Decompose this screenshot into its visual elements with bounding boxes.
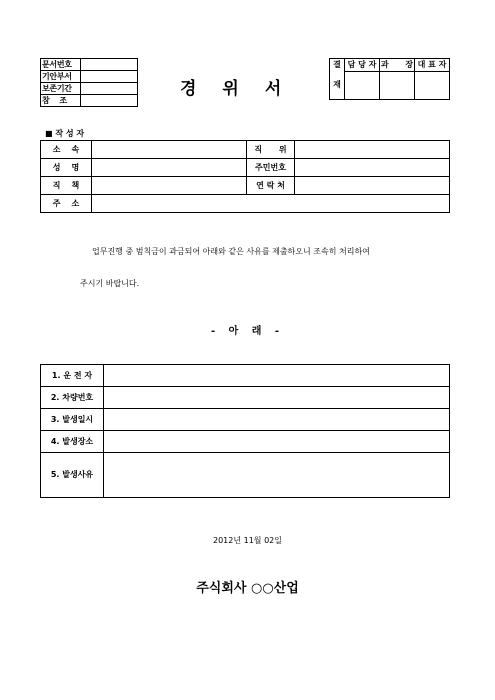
reference-field[interactable] — [81, 95, 138, 107]
approval-sign-ceo[interactable] — [415, 72, 450, 100]
retention-period-label: 보존기간 — [41, 83, 81, 95]
approval-header-ceo: 대 표 자 — [415, 59, 450, 72]
details-row — [41, 409, 450, 431]
name-field[interactable] — [92, 159, 247, 177]
below-heading: - 아 래 - — [210, 326, 285, 337]
document-date: 2012년 11월 02일 — [213, 536, 282, 545]
name-label: 성 명 — [41, 159, 92, 177]
doc-info-row — [41, 95, 138, 107]
occurrence-reason-label: 5. 발생사유 — [41, 453, 104, 498]
contact-field[interactable] — [295, 177, 450, 195]
details-row — [41, 453, 450, 498]
details-row — [41, 431, 450, 453]
document-info-table — [40, 58, 138, 107]
details-table — [40, 364, 450, 498]
affiliation-field[interactable] — [92, 141, 247, 159]
approval-side-label-top: 결 — [330, 59, 345, 72]
approval-table — [329, 58, 450, 100]
approval-header-staff: 담 당 자 — [345, 59, 380, 72]
document-title: 경위서 — [180, 79, 308, 99]
doc-number-field[interactable] — [81, 59, 138, 71]
title-label: 직 책 — [41, 177, 92, 195]
resident-number-field[interactable] — [295, 159, 450, 177]
vehicle-number-field[interactable] — [104, 387, 450, 409]
writer-table — [40, 140, 450, 213]
doc-info-row — [41, 59, 138, 71]
company-name: 주식회사 ○○산업 — [196, 581, 299, 596]
occurrence-reason-field[interactable] — [104, 453, 450, 498]
occurrence-datetime-label: 3. 발생일시 — [41, 409, 104, 431]
vehicle-number-label: 2. 차량번호 — [41, 387, 104, 409]
occurrence-datetime-field[interactable] — [104, 409, 450, 431]
doc-info-row — [41, 71, 138, 83]
occurrence-place-field[interactable] — [104, 431, 450, 453]
approval-header-manager: 과 장 — [380, 59, 415, 72]
writer-section-title: ■ 작 성 자 — [45, 129, 85, 138]
address-label: 주 소 — [41, 195, 92, 213]
writer-row — [41, 195, 450, 213]
address-field[interactable] — [92, 195, 450, 213]
body-text-line-1: 업무진행 중 범칙금이 과금되어 아래와 같은 사유를 제출하오니 조속히 처리하여 — [92, 247, 370, 256]
body-text-line-2: 주시기 바랍니다. — [80, 279, 140, 288]
details-row — [41, 365, 450, 387]
occurrence-place-label: 4. 발생장소 — [41, 431, 104, 453]
contact-label: 연 락 처 — [247, 177, 295, 195]
writer-row — [41, 141, 450, 159]
driver-label: 1. 운 전 자 — [41, 365, 104, 387]
details-row — [41, 387, 450, 409]
doc-number-label: 문서번호 — [41, 59, 81, 71]
approval-sign-manager[interactable] — [380, 72, 415, 100]
doc-info-row — [41, 83, 138, 95]
reference-label: 참 조 — [41, 95, 81, 107]
approval-sign-staff[interactable] — [345, 72, 380, 100]
writer-row — [41, 159, 450, 177]
writer-row — [41, 177, 450, 195]
drafting-dept-label: 기안부서 — [41, 71, 81, 83]
retention-period-field[interactable] — [81, 83, 138, 95]
position-label: 직 위 — [247, 141, 295, 159]
resident-number-label: 주민번호 — [247, 159, 295, 177]
approval-side-label-bottom: 재 — [330, 72, 345, 100]
driver-field[interactable] — [104, 365, 450, 387]
drafting-dept-field[interactable] — [81, 71, 138, 83]
title-field[interactable] — [92, 177, 247, 195]
position-field[interactable] — [295, 141, 450, 159]
affiliation-label: 소 속 — [41, 141, 92, 159]
